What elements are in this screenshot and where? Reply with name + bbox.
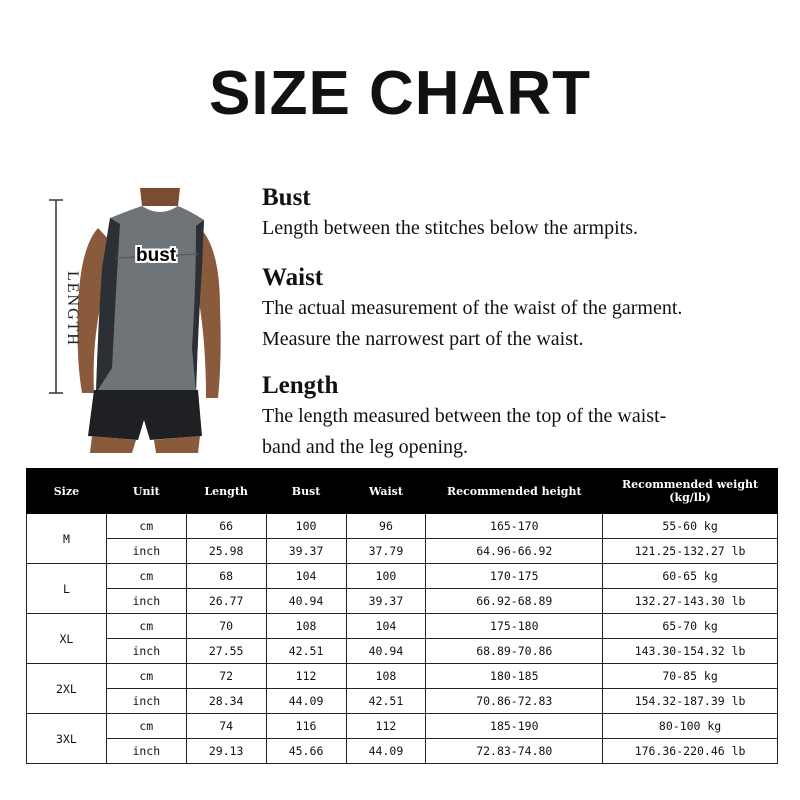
value-cell: 154.32-187.39 lb [603,689,778,714]
table-row [27,639,778,664]
col-header-weight [603,469,778,514]
unit-cell: inch [106,689,186,714]
value-cell: 108 [266,614,346,639]
value-cell: 108 [346,664,426,689]
unit-cell: cm [106,664,186,689]
col-header-weight-line1: Recommended weight [622,478,759,491]
value-cell: 42.51 [346,689,426,714]
table-row [27,514,778,539]
table-row [27,564,778,589]
table-row [27,614,778,639]
value-cell: 60-65 kg [603,564,778,589]
value-cell: 70.86-72.83 [426,689,603,714]
col-header-length: Length [186,469,266,514]
value-cell: 121.25-132.27 lb [603,539,778,564]
size-cell: M [27,514,107,564]
size-cell: XL [27,614,107,664]
value-cell: 180-185 [426,664,603,689]
length-measure-line [49,200,63,393]
value-cell: 68.89-70.86 [426,639,603,664]
value-cell: 29.13 [186,739,266,764]
value-cell: 165-170 [426,514,603,539]
value-cell: 40.94 [346,639,426,664]
value-cell: 66.92-68.89 [426,589,603,614]
unit-cell: inch [106,589,186,614]
value-cell: 72.83-74.80 [426,739,603,764]
value-cell: 100 [266,514,346,539]
value-cell: 176.36-220.46 lb [603,739,778,764]
col-header-weight-line2: (kg/lb) [669,491,711,504]
table-row [27,589,778,614]
value-cell: 175-180 [426,614,603,639]
value-cell: 65-70 kg [603,614,778,639]
unit-cell: cm [106,514,186,539]
table-row [27,714,778,739]
size-cell: L [27,564,107,614]
value-cell: 27.55 [186,639,266,664]
bust-tag-label: bust [136,245,177,266]
waist-text-line: The actual measurement of the waist of the garment. [262,297,683,319]
unit-cell: inch [106,539,186,564]
value-cell: 112 [346,714,426,739]
value-cell: 39.37 [266,539,346,564]
bust-text-line: Length between the stitches below the armpits. [262,217,639,239]
value-cell: 72 [186,664,266,689]
unit-cell: inch [106,639,186,664]
page-title: SIZE CHART [209,59,591,128]
value-cell: 55-60 kg [603,514,778,539]
value-cell: 80-100 kg [603,714,778,739]
value-cell: 143.30-154.32 lb [603,639,778,664]
value-cell: 40.94 [266,589,346,614]
value-cell: 132.27-143.30 lb [603,589,778,614]
col-header-height: Recommended height [426,469,603,514]
value-cell: 100 [346,564,426,589]
unit-cell: cm [106,564,186,589]
value-cell: 64.96-66.92 [426,539,603,564]
value-cell: 68 [186,564,266,589]
length-text-line: The length measured between the top of the waist- [262,405,667,427]
table-row [27,539,778,564]
size-cell: 3XL [27,714,107,764]
unit-cell: cm [106,614,186,639]
value-cell: 45.66 [266,739,346,764]
waist-text-line: Measure the narrowest part of the waist. [262,328,584,350]
col-header-bust: Bust [266,469,346,514]
table-header-row [27,469,778,514]
value-cell: 25.98 [186,539,266,564]
value-cell: 26.77 [186,589,266,614]
table-body [27,514,778,764]
value-cell: 66 [186,514,266,539]
value-cell: 28.34 [186,689,266,714]
unit-cell: inch [106,739,186,764]
value-cell: 44.09 [266,689,346,714]
unit-cell: cm [106,714,186,739]
model-illustration [20,188,250,453]
size-table [26,468,778,764]
value-cell: 44.09 [346,739,426,764]
length-text-line: band and the leg opening. [262,436,469,458]
value-cell: 116 [266,714,346,739]
value-cell: 37.79 [346,539,426,564]
value-cell: 70-85 kg [603,664,778,689]
value-cell: 112 [266,664,346,689]
col-header-unit: Unit [106,469,186,514]
value-cell: 185-190 [426,714,603,739]
length-heading: Length [262,372,339,399]
value-cell: 70 [186,614,266,639]
bust-description [262,183,792,244]
length-side-label: LENGTH [64,271,81,347]
table-row [27,689,778,714]
value-cell: 74 [186,714,266,739]
waist-description [262,263,792,355]
waist-heading: Waist [262,264,324,291]
table-row [27,739,778,764]
length-description [262,371,792,463]
value-cell: 170-175 [426,564,603,589]
value-cell: 42.51 [266,639,346,664]
bust-heading: Bust [262,184,311,211]
value-cell: 96 [346,514,426,539]
value-cell: 104 [346,614,426,639]
size-cell: 2XL [27,664,107,714]
col-header-waist: Waist [346,469,426,514]
value-cell: 104 [266,564,346,589]
value-cell: 39.37 [346,589,426,614]
table-row [27,664,778,689]
col-header-size: Size [27,469,107,514]
